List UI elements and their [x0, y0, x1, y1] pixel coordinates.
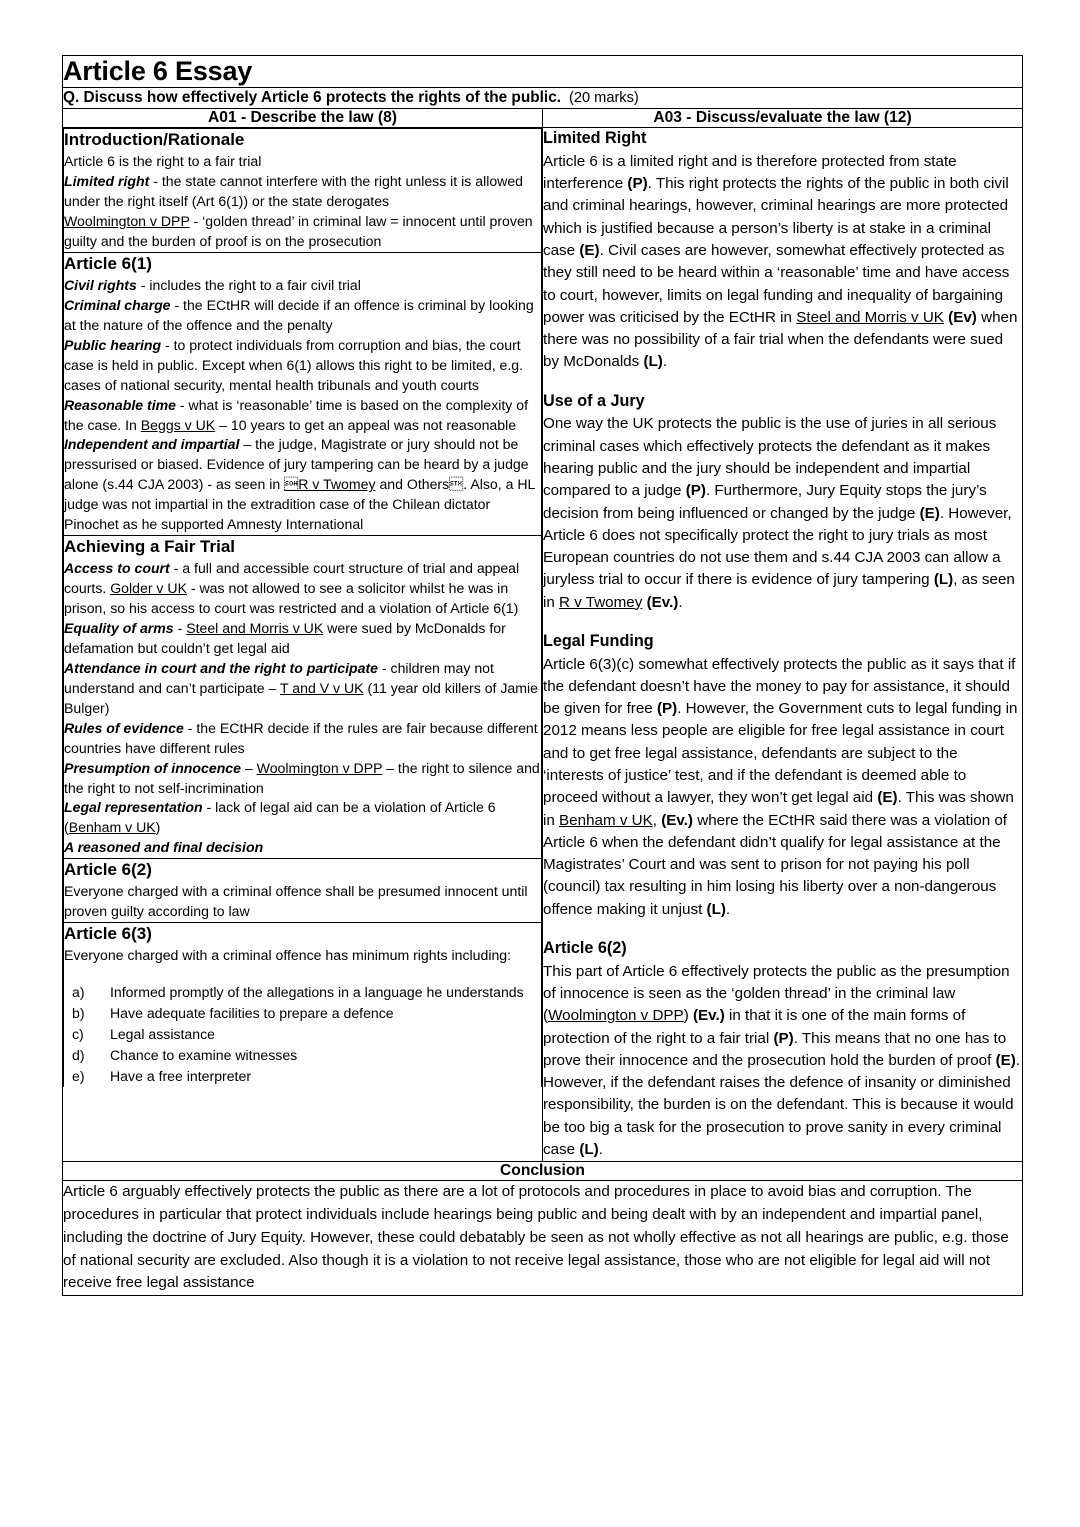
question-text: Q. Discuss how effectively Article 6 protects the rights of the public. — [63, 89, 562, 107]
marks-label: (20 marks) — [569, 90, 639, 107]
section-paragraph: Legal representation - lack of legal aid can be a violation of Article 6 (Benham v UK) — [64, 799, 496, 836]
section-heading: Article 6(2) — [64, 860, 152, 880]
section-heading: Legal Funding — [543, 631, 654, 650]
section-paragraph: Presumption of innocence – Woolmington v DPP – the right to silence and the right to not self-incrimination — [64, 759, 540, 796]
section-paragraph: Limited right - the state cannot interfere with the right unless it is allowed under the right itself (Art 6(1)) or the state derogates — [64, 173, 524, 210]
left-section-cell — [64, 859, 542, 923]
question-line — [63, 88, 1022, 108]
list-item-text: Chance to examine witnesses — [110, 1047, 298, 1064]
section-paragraph: Independent and impartial – the judge, Magistrate or jury should not be pressurised or biased. Evidence of jury tampering can be heard by a judge alone (s.44 CJA 2003) - as seen in R v Twomey and Others. Also, a HL judge was not impartial in the extradition case of the Chilean dictator Pinochet as he supported Amnesty International — [64, 436, 535, 533]
section-paragraph: Access to court - a full and accessible court structure of trial and appeal courts. Golder v UK - was not allowed to see a solicitor whilst he was in prison, so his access to court was restricted and a violation of Article 6(1) — [64, 560, 520, 617]
left-section-cell — [64, 536, 542, 859]
list-item — [64, 1066, 541, 1086]
body-row — [63, 128, 1023, 1162]
section-paragraph: Criminal charge - the ECtHR will decide if an offence is criminal by looking at the nature of the offence and the penalty — [64, 296, 534, 333]
list-item-letter: a) — [72, 984, 85, 1001]
list-item-text: Informed promptly of the allegations in a language he understands — [110, 984, 524, 1001]
section-paragraph: Everyone charged with a criminal offence has minimum rights including: — [64, 947, 512, 964]
section-paragraph: Attendance in court and the right to participate - children may not understand and can’t participate – T and V v UK (11 year old killers of Jamie Bulger) — [64, 659, 538, 716]
section-gap — [543, 374, 1022, 391]
section-paragraph: Article 6(3)(c) somewhat effectively protects the public as it says that if the defendant doesn’t have the money to pay for assistance, it should be given for free (P). However, the Government cuts to legal funding in 2012 means less people are eligible for free legal assistance in court and to get free legal assistance, defendants are subject to the ‘interests of justice’ test, and if the defendant is deemed able to proceed without a lawyer, they won’t get legal aid (E). This was shown in Benham v UK, (Ev.) where the ECtHR said there was a violation of Article 6 when the defendant didn’t qualify for legal assistance at the Magistrates’ Court and was sent to prison for not paying his poll (council) tax resulting in him losing his liberty over a non-dangerous offence making it unjust (L). — [543, 655, 1018, 918]
conclusion-cell — [63, 1181, 1023, 1296]
page-title: Article 6 Essay — [63, 56, 253, 86]
section-paragraph: Equality of arms - Steel and Morris v UK were sued by McDonalds for defamation but couldn’t get legal aid — [64, 620, 506, 656]
list-item — [64, 1045, 541, 1065]
essay-plan-table — [62, 55, 1023, 1296]
section-heading: Article 6(1) — [64, 253, 152, 273]
section-heading: Article 6(2) — [543, 938, 627, 957]
section-paragraph: Civil rights - includes the right to a fair civil trial — [64, 276, 361, 293]
title-row — [63, 56, 1023, 88]
title-cell — [63, 56, 1023, 88]
left-section-row — [64, 923, 542, 1088]
section-paragraph: Woolmington v DPP - ‘golden thread’ in criminal law = innocent until proven guilty and the burden of proof is on the prosecution — [64, 212, 533, 249]
section-heading: Use of a Jury — [543, 391, 645, 410]
left-column-cell — [63, 128, 543, 1162]
section-heading: Introduction/Rationale — [64, 130, 245, 150]
section-paragraph: Article 6 is the right to a fair trial — [64, 153, 262, 170]
list-item-text: Legal assistance — [110, 1026, 215, 1043]
section-paragraph: Reasonable time - what is ‘reasonable’ time is based on the complexity of the case. In Beggs v UK – 10 years to get an appeal was not reasonable — [64, 396, 529, 433]
left-section-row — [64, 859, 542, 923]
conclusion-row — [63, 1181, 1023, 1296]
question-row — [63, 88, 1023, 109]
column-header-a01: A01 - Describe the law (8) — [63, 109, 543, 128]
list-item-text: Have adequate facilities to prepare a defence — [110, 1005, 394, 1022]
list-item-text: Have a free interpreter — [110, 1068, 252, 1085]
column-header-a03: A03 - Discuss/evaluate the law (12) — [543, 109, 1023, 128]
section-paragraph: Article 6 is a limited right and is therefore protected from state interference (P). This right protects the rights of the public in both civil and criminal hearings, however, criminal hearings are more protected which is justified because a person’s liberty is at stake in a criminal case (E). Civil cases are however, somewhat effectively protected as they still need to be heard within a ‘reasonable’ time and have access to court, however, limits on legal funding and inequality of bargaining power was criticised by the ECtHR in Steel and Morris v UK (Ev) when there was no possibility of a fair trial when the defendants were sued by McDonalds (L). — [543, 152, 1018, 371]
left-section-cell — [64, 923, 542, 1088]
section-heading: Limited Right — [543, 129, 647, 148]
conclusion-header-row — [63, 1162, 1023, 1181]
left-section-row — [64, 252, 542, 535]
section-gap — [543, 921, 1022, 938]
list-item — [64, 1003, 541, 1023]
list-item-letter: d) — [72, 1047, 85, 1064]
list-item-letter: c) — [72, 1026, 84, 1043]
list-item — [64, 1024, 541, 1044]
rights-list — [64, 982, 541, 1086]
left-section-row — [64, 129, 542, 253]
section-paragraph: One way the UK protects the public is the use of juries in all serious criminal cases which effectively protects the defendant as it makes hearing public and the jury should be independent and impartial compared to a judge (P). Furthermore, Jury Equity stops the jury’s decision from being influenced or changed by the judge (E). However, Article 6 does not specifically protect the right to jury trials as most European countries do not use them and s.44 CJA 2003 can allow a juryless trial to occur if there is evidence of jury tampering (L), as seen in R v Twomey (Ev.). — [543, 415, 1015, 611]
section-heading: Achieving a Fair Trial — [64, 537, 236, 557]
section-paragraph: Public hearing - to protect individuals from corruption and bias, the court case is held in public. Except when 6(1) allows this right to be limited, e.g. cases of national security, mental health tribunals and youth courts — [64, 336, 524, 393]
section-paragraph: Everyone charged with a criminal offence shall be presumed innocent until proven guilty according to law — [64, 883, 528, 920]
section-heading: Article 6(3) — [64, 924, 152, 944]
list-item-letter: b) — [72, 1005, 85, 1022]
section-paragraph: Rules of evidence - the ECtHR decide if the rules are fair because different countries have different rules — [64, 719, 538, 756]
left-sections-table — [63, 128, 542, 1087]
left-section-cell — [64, 252, 542, 535]
list-item — [64, 982, 541, 1002]
section-paragraph: A reasoned and final decision — [64, 839, 264, 856]
left-section-cell — [64, 129, 542, 253]
column-header-row — [63, 109, 1023, 128]
right-column-cell — [543, 128, 1023, 1162]
section-gap — [543, 614, 1022, 631]
left-section-row — [64, 536, 542, 859]
conclusion-header: Conclusion — [63, 1162, 1023, 1181]
conclusion-text: Article 6 arguably effectively protects the public as there are a lot of protocols and procedures in place to avoid bias and corruption. The procedures in particular that protect individuals include hearings being public and being dealt with by an independent and impartial panel, including the doctrine of Jury Equity. However, these could debatably be seen as not wholly effective as not all hearings are public, e.g. those of national security are excluded. Also though it is a violation to not receive legal assistance, those who are not eligible for legal aid will not receive free legal assistance — [63, 1183, 1009, 1292]
section-paragraph: This part of Article 6 effectively protects the public as the presumption of innocence is seen as the ‘golden thread’ in the criminal law (Woolmington v DPP) (Ev.) in that it is one of the main forms of protection of the right to a fair trial (P). This means that no one has to prove their innocence and the prosecution hold the burden of proof (E). However, if the defendant raises the defence of insanity or diminished responsibility, the burden is on the defendant. This is because it would be too big a task for the prosecution to prove sanity in every criminal case (L). — [543, 962, 1021, 1158]
list-item-letter: e) — [72, 1068, 85, 1085]
question-cell — [63, 88, 1023, 109]
